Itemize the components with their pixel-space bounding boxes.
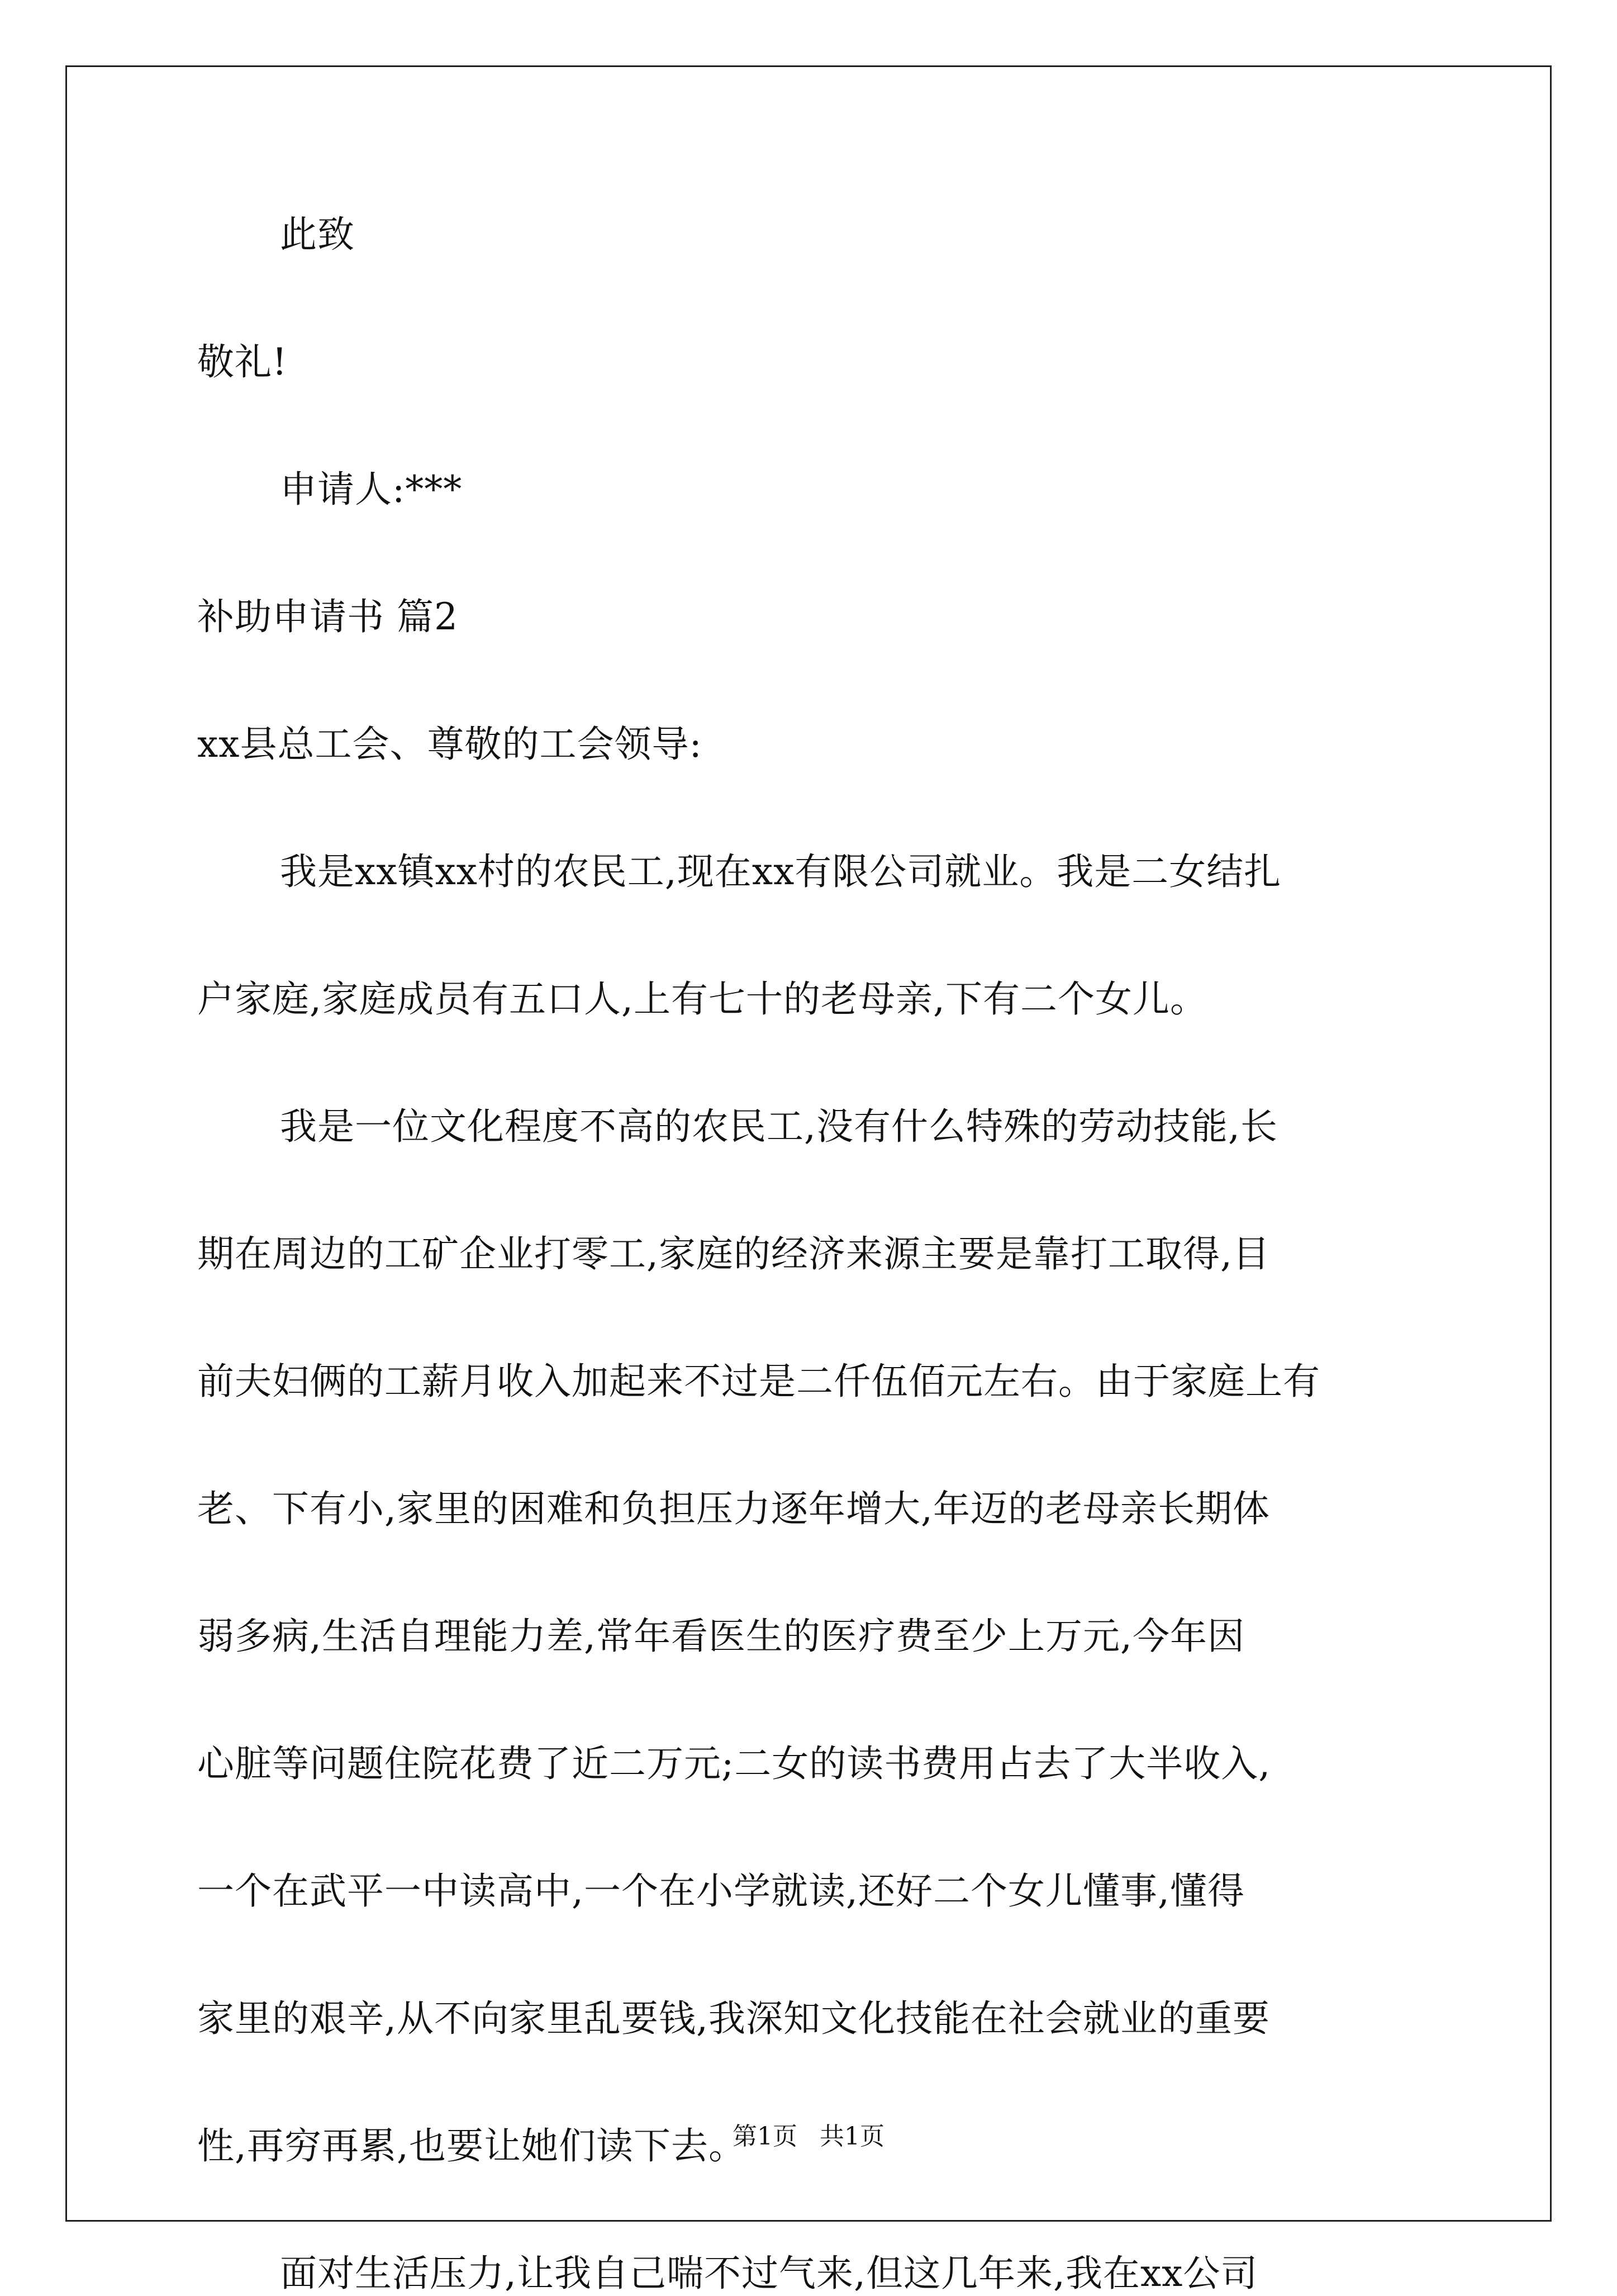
paragraph-3 xyxy=(197,2251,1429,2296)
closing-line-2: 敬礼! xyxy=(197,340,288,383)
paragraph-line: 户家庭,家庭成员有五口人,上有七十的老母亲,下有二个女儿。 xyxy=(197,978,1207,1021)
document-body xyxy=(197,212,1429,2296)
closing-line-1: 此致 xyxy=(280,213,355,256)
paragraph-line: 期在周边的工矿企业打零工,家庭的经济来源主要是靠打工取得,目 xyxy=(197,1232,1270,1275)
paragraph-line: 一个在武平一中读高中,一个在小学就读,还好二个女儿懂事,懂得 xyxy=(197,1870,1245,1913)
paragraph-line: 性,再穷再累,也要让她们读下去。 xyxy=(197,2124,746,2167)
paragraph-line: 面对生活压力,让我自己喘不过气来,但这几年来,我在xx公司 xyxy=(280,2252,1258,2295)
salutation: xx县总工会、尊敬的工会领导: xyxy=(197,723,702,766)
paragraph-1 xyxy=(197,850,1429,1022)
paragraph-line: 老、下有小,家里的困难和负担压力逐年增大,年迈的老母亲长期体 xyxy=(197,1487,1270,1530)
paragraph-line: 前夫妇俩的工薪月收入加起来不过是二仟伍佰元左右。由于家庭上有 xyxy=(197,1360,1320,1403)
paragraph-2 xyxy=(197,1104,1429,2169)
paragraph-line: 家里的艰辛,从不向家里乱要钱,我深知文化技能在社会就业的重要 xyxy=(197,1997,1270,2040)
page-number-current: 第1页 xyxy=(733,2122,797,2151)
page-footer xyxy=(0,2121,1617,2152)
paragraph-line: 我是xx镇xx村的农民工,现在xx有限公司就业。我是二女结扎 xyxy=(280,850,1282,893)
paragraph-line: 弱多病,生活自理能力差,常年看医生的医疗费至少上万元,今年因 xyxy=(197,1615,1245,1658)
section-title: 补助申请书 篇2 xyxy=(197,595,458,638)
applicant-line: 申请人:*** xyxy=(280,468,463,511)
paragraph-line: 我是一位文化程度不高的农民工,没有什么特殊的劳动技能,长 xyxy=(280,1105,1278,1148)
page-number-total: 共1页 xyxy=(820,2122,884,2151)
paragraph-line: 心脏等问题住院花费了近二万元;二女的读书费用占去了大半收入, xyxy=(197,1742,1271,1785)
